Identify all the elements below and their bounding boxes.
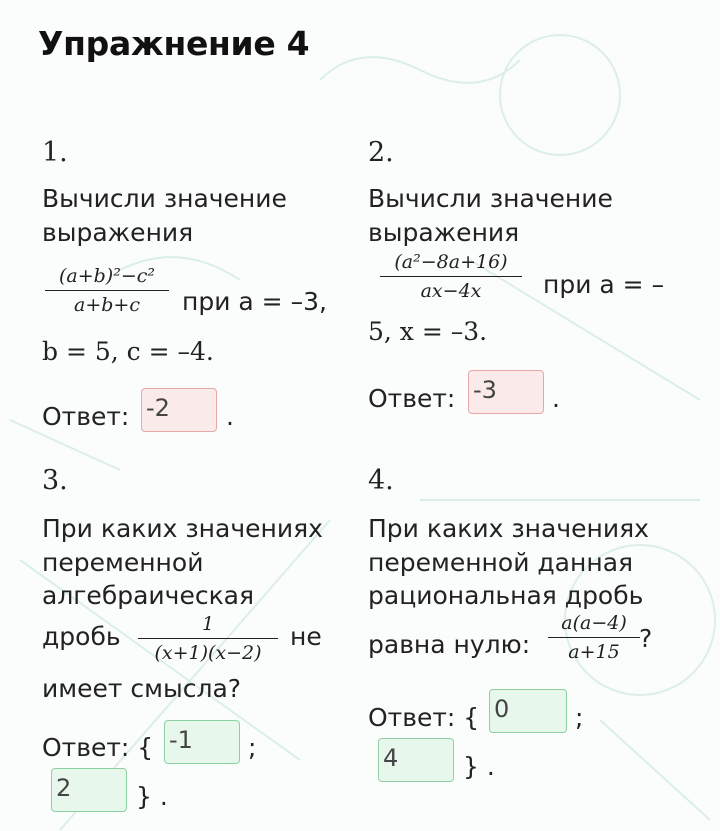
task-2-answer-input[interactable]: -3	[468, 370, 544, 414]
task-2-fraction	[380, 251, 522, 302]
task-4-answer-separator: ;	[575, 703, 584, 732]
task-3-text-line2: переменной	[42, 548, 204, 577]
task-4-text-line2: переменной данная	[368, 548, 634, 577]
task-2-condition-a: при a = –	[543, 270, 665, 299]
task-2-text-line1: Вычисли значение	[368, 184, 613, 213]
task-3-text-pre: дробь	[42, 622, 121, 651]
task-3-answer-input-2[interactable]: 2	[51, 768, 127, 812]
task-3-answer-separator: ;	[248, 733, 257, 762]
task-3-answer-close: } .	[136, 782, 168, 811]
task-4-answer-label: Ответ: {	[368, 703, 480, 732]
task-4-number: 4.	[368, 465, 394, 496]
task-4-answer-input-1[interactable]: 0	[489, 689, 567, 733]
task-1-number: 1.	[42, 137, 68, 168]
task-3-fraction-denominator: (x+1)(x−2)	[154, 642, 262, 664]
task-1-fraction-denominator: a+b+c	[74, 294, 140, 316]
task-1-answer-label: Ответ:	[42, 402, 130, 431]
task-3-fraction	[138, 613, 278, 664]
task-2-answer-label: Ответ:	[368, 384, 456, 413]
task-2-fraction-numerator: (a²−8a+16)	[380, 251, 522, 277]
task-4-text-line1: При каких значениях	[368, 514, 649, 543]
task-3-number: 3.	[42, 465, 68, 496]
task-1-fraction-numerator: (a+b)²−c²	[45, 265, 169, 291]
task-3-fraction-numerator: 1	[138, 613, 278, 639]
task-3-text-ne: не	[290, 622, 322, 651]
task-3-text-end: имеет смысла?	[42, 674, 242, 703]
task-1-text-line1: Вычисли значение	[42, 184, 287, 213]
task-2-fraction-denominator: ax−4x	[420, 280, 482, 302]
task-2-answer-period: .	[552, 384, 560, 413]
task-2-condition-x: 5, x = –3.	[368, 317, 488, 346]
task-4-fraction	[548, 612, 640, 663]
task-1-answer-input[interactable]: -2	[141, 388, 217, 432]
task-1-condition-bc: b = 5, c = –4.	[42, 337, 214, 366]
task-2-number: 2.	[368, 137, 394, 168]
task-2-text-line2: выражения	[368, 218, 520, 247]
page-title: Упражнение 4	[38, 24, 310, 63]
task-1-text-line2: выражения	[42, 218, 194, 247]
task-4-fraction-numerator: a(a−4)	[548, 612, 640, 638]
task-4-text-pre: равна нулю:	[368, 630, 531, 659]
task-3-answer-input-1[interactable]: -1	[164, 720, 240, 764]
task-4-answer-input-2[interactable]: 4	[378, 738, 454, 782]
task-3-answer-label: Ответ: {	[42, 733, 154, 762]
task-4-text-line3: рациональная дробь	[368, 581, 644, 610]
task-1-answer-period: .	[226, 402, 234, 431]
task-1-condition-a: при a = –3,	[182, 287, 327, 316]
task-4-answer-close: } .	[463, 752, 495, 781]
task-3-text-line1: При каких значениях	[42, 514, 323, 543]
task-1-fraction	[45, 265, 169, 316]
task-4-question-mark: ?	[639, 624, 653, 653]
task-3-text-line3: алгебраическая	[42, 581, 255, 610]
task-4-fraction-denominator: a+15	[568, 641, 620, 663]
